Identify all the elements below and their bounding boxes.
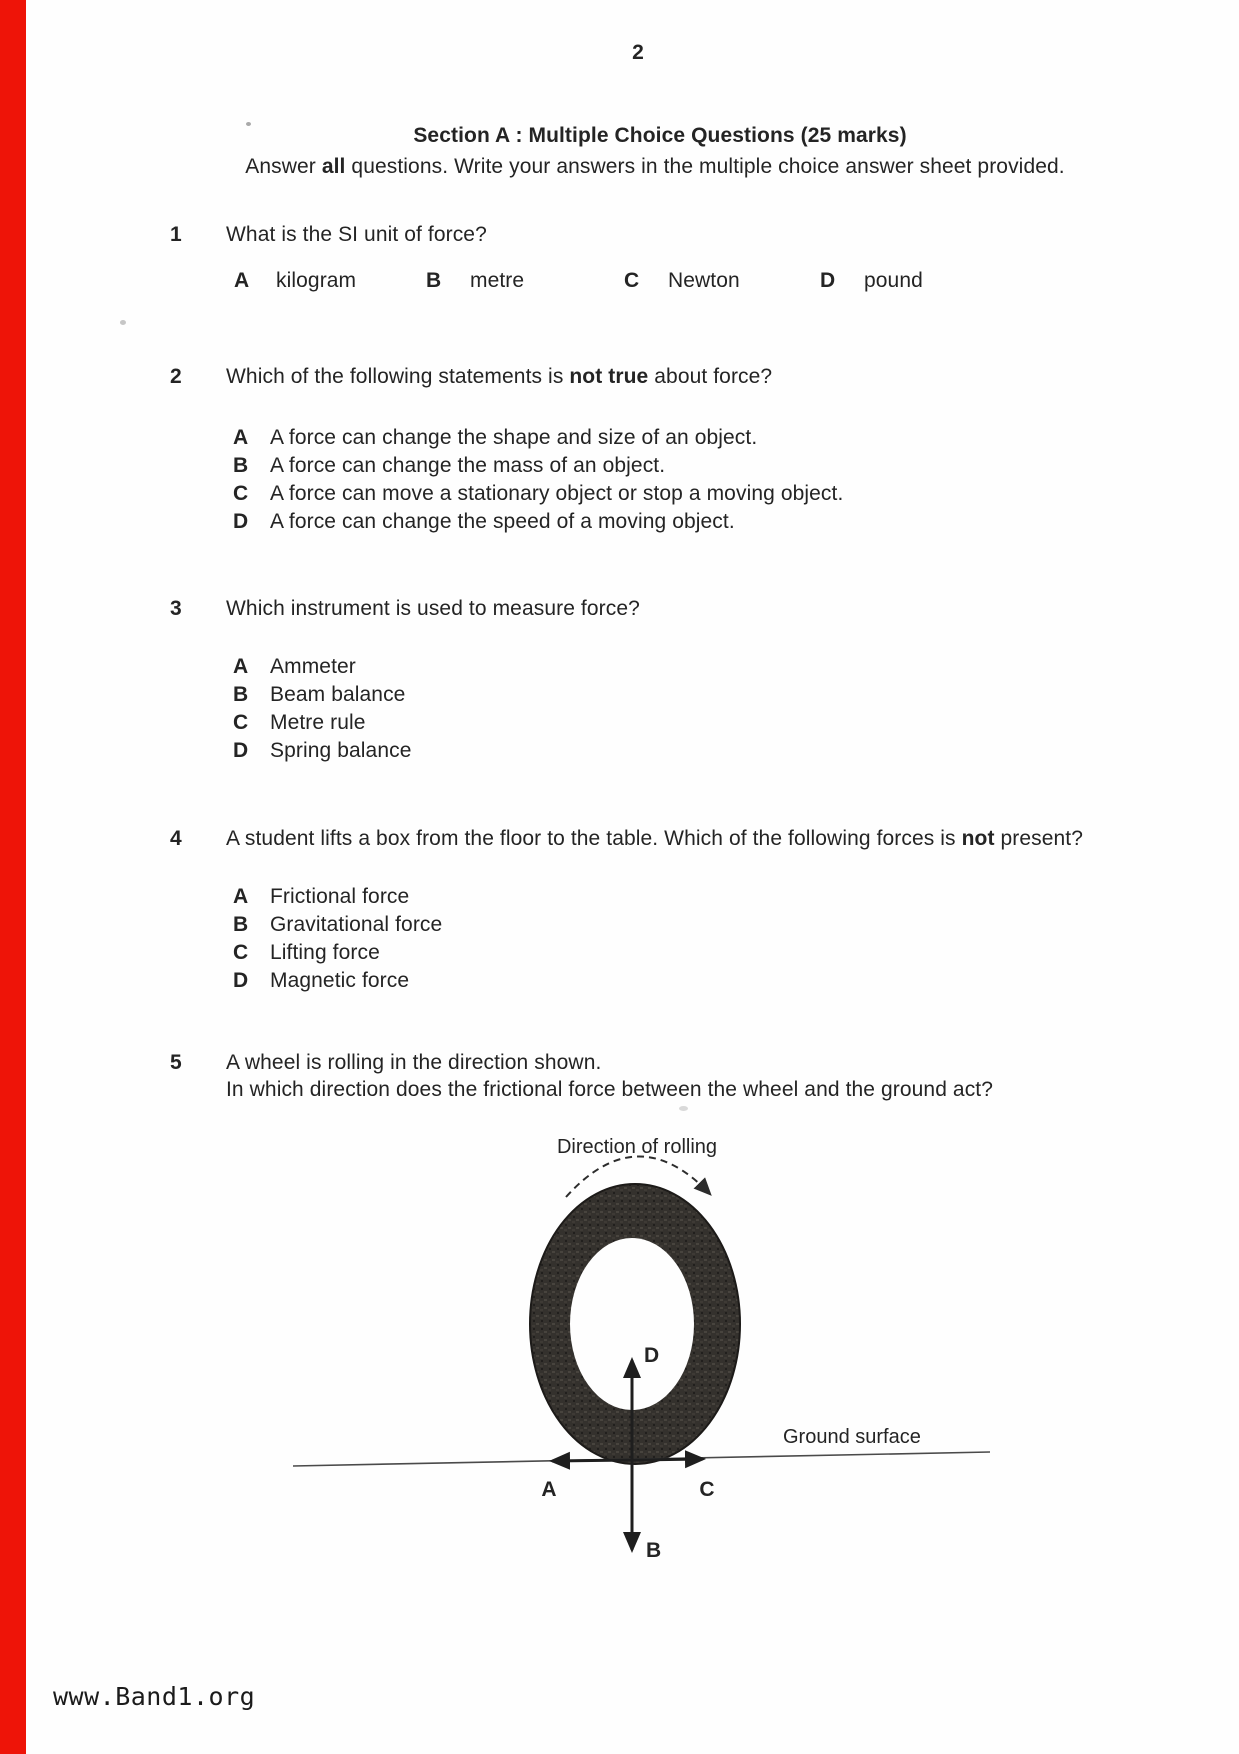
- q4-option-c-label: C: [233, 941, 249, 964]
- q2-option-d-text: A force can change the speed of a moving object.: [270, 510, 735, 533]
- q2-option-a-label: A: [233, 426, 249, 449]
- q2-option-c-label: C: [233, 482, 249, 505]
- q4-option-b-label: B: [233, 913, 249, 936]
- q4-text-bold: not: [961, 827, 995, 850]
- q1-option-a-text: kilogram: [276, 269, 357, 292]
- q2-text-bold: not true: [569, 365, 649, 388]
- q4-option-d-text: Magnetic force: [270, 969, 410, 992]
- q3-option-d-text: Spring balance: [270, 739, 412, 762]
- q1-option-d-text: pound: [864, 269, 923, 292]
- q4-option-c-text: Lifting force: [270, 941, 380, 964]
- q2-option-a-text: A force can change the shape and size of an object.: [270, 426, 758, 449]
- q3-option-a-label: A: [233, 655, 249, 678]
- ground-surface-label: Ground surface: [783, 1426, 921, 1448]
- arrow-label-c: C: [699, 1478, 715, 1501]
- question-3-number: 3: [170, 597, 182, 620]
- q3-option-d-label: D: [233, 739, 249, 762]
- q3-option-b-text: Beam balance: [270, 683, 406, 706]
- q4-text-post: present?: [994, 827, 1084, 850]
- section-title: Section A : Multiple Choice Questions (25 marks): [413, 124, 907, 147]
- question-4-number: 4: [170, 827, 182, 850]
- page-number: 2: [632, 41, 644, 64]
- direction-of-rolling-label: Direction of rolling: [556, 1136, 718, 1158]
- question-4-text: [226, 826, 1083, 851]
- q2-option-b-text: A force can change the mass of an object.: [270, 454, 666, 477]
- q2-option-d-label: D: [233, 510, 249, 533]
- q3-option-c-label: C: [233, 711, 249, 734]
- q1-option-b-label: B: [426, 269, 442, 292]
- q1-option-a-label: A: [234, 269, 250, 292]
- q4-option-b-text: Gravitational force: [270, 913, 443, 936]
- q2-text-pre: Which of the following statements is: [226, 365, 570, 388]
- arrow-label-a: A: [541, 1478, 557, 1501]
- q4-option-a-label: A: [233, 885, 249, 908]
- question-5-number: 5: [170, 1051, 182, 1074]
- wheel-diagram: [250, 1090, 1030, 1620]
- instructions-bold: all: [321, 155, 346, 178]
- instructions-pre: Answer: [245, 155, 322, 178]
- footer-watermark: www.Band1.org: [53, 1682, 256, 1711]
- arrow-label-d: D: [644, 1344, 660, 1367]
- arrow-label-b: B: [646, 1539, 662, 1562]
- q1-option-c-text: Newton: [668, 269, 740, 292]
- q1-option-b-text: metre: [470, 269, 525, 292]
- q4-option-a-text: Frictional force: [270, 885, 410, 908]
- friction-arrow-left: [552, 1460, 632, 1461]
- q2-text-post: about force?: [648, 365, 773, 388]
- q2-option-b-label: B: [233, 454, 249, 477]
- question-1-number: 1: [170, 223, 182, 246]
- q4-option-d-label: D: [233, 969, 249, 992]
- ink-speck: [120, 320, 126, 325]
- q2-option-c-text: A force can move a stationary object or stop a moving object.: [270, 482, 844, 505]
- question-5-line2: In which direction does the frictional force between the wheel and the ground act?: [226, 1078, 994, 1101]
- q3-option-c-text: Metre rule: [270, 711, 366, 734]
- question-2-number: 2: [170, 365, 182, 388]
- friction-arrow-right: [632, 1459, 703, 1460]
- q1-option-d-label: D: [820, 269, 836, 292]
- scan-edge-stripe: [0, 0, 26, 1754]
- instructions-post: questions. Write your answers in the multiple choice answer sheet provided.: [345, 155, 1065, 178]
- question-1-text: What is the SI unit of force?: [226, 223, 487, 246]
- q3-option-b-label: B: [233, 683, 249, 706]
- question-2-text: [226, 364, 772, 389]
- question-3-text: Which instrument is used to measure force?: [226, 597, 640, 620]
- q3-option-a-text: Ammeter: [270, 655, 356, 678]
- q4-text-pre: A student lifts a box from the floor to the table. Which of the following forces is: [226, 827, 962, 850]
- q1-option-c-label: C: [624, 269, 640, 292]
- question-5-line1: A wheel is rolling in the direction shown.: [226, 1051, 602, 1074]
- section-instructions: [148, 154, 1162, 179]
